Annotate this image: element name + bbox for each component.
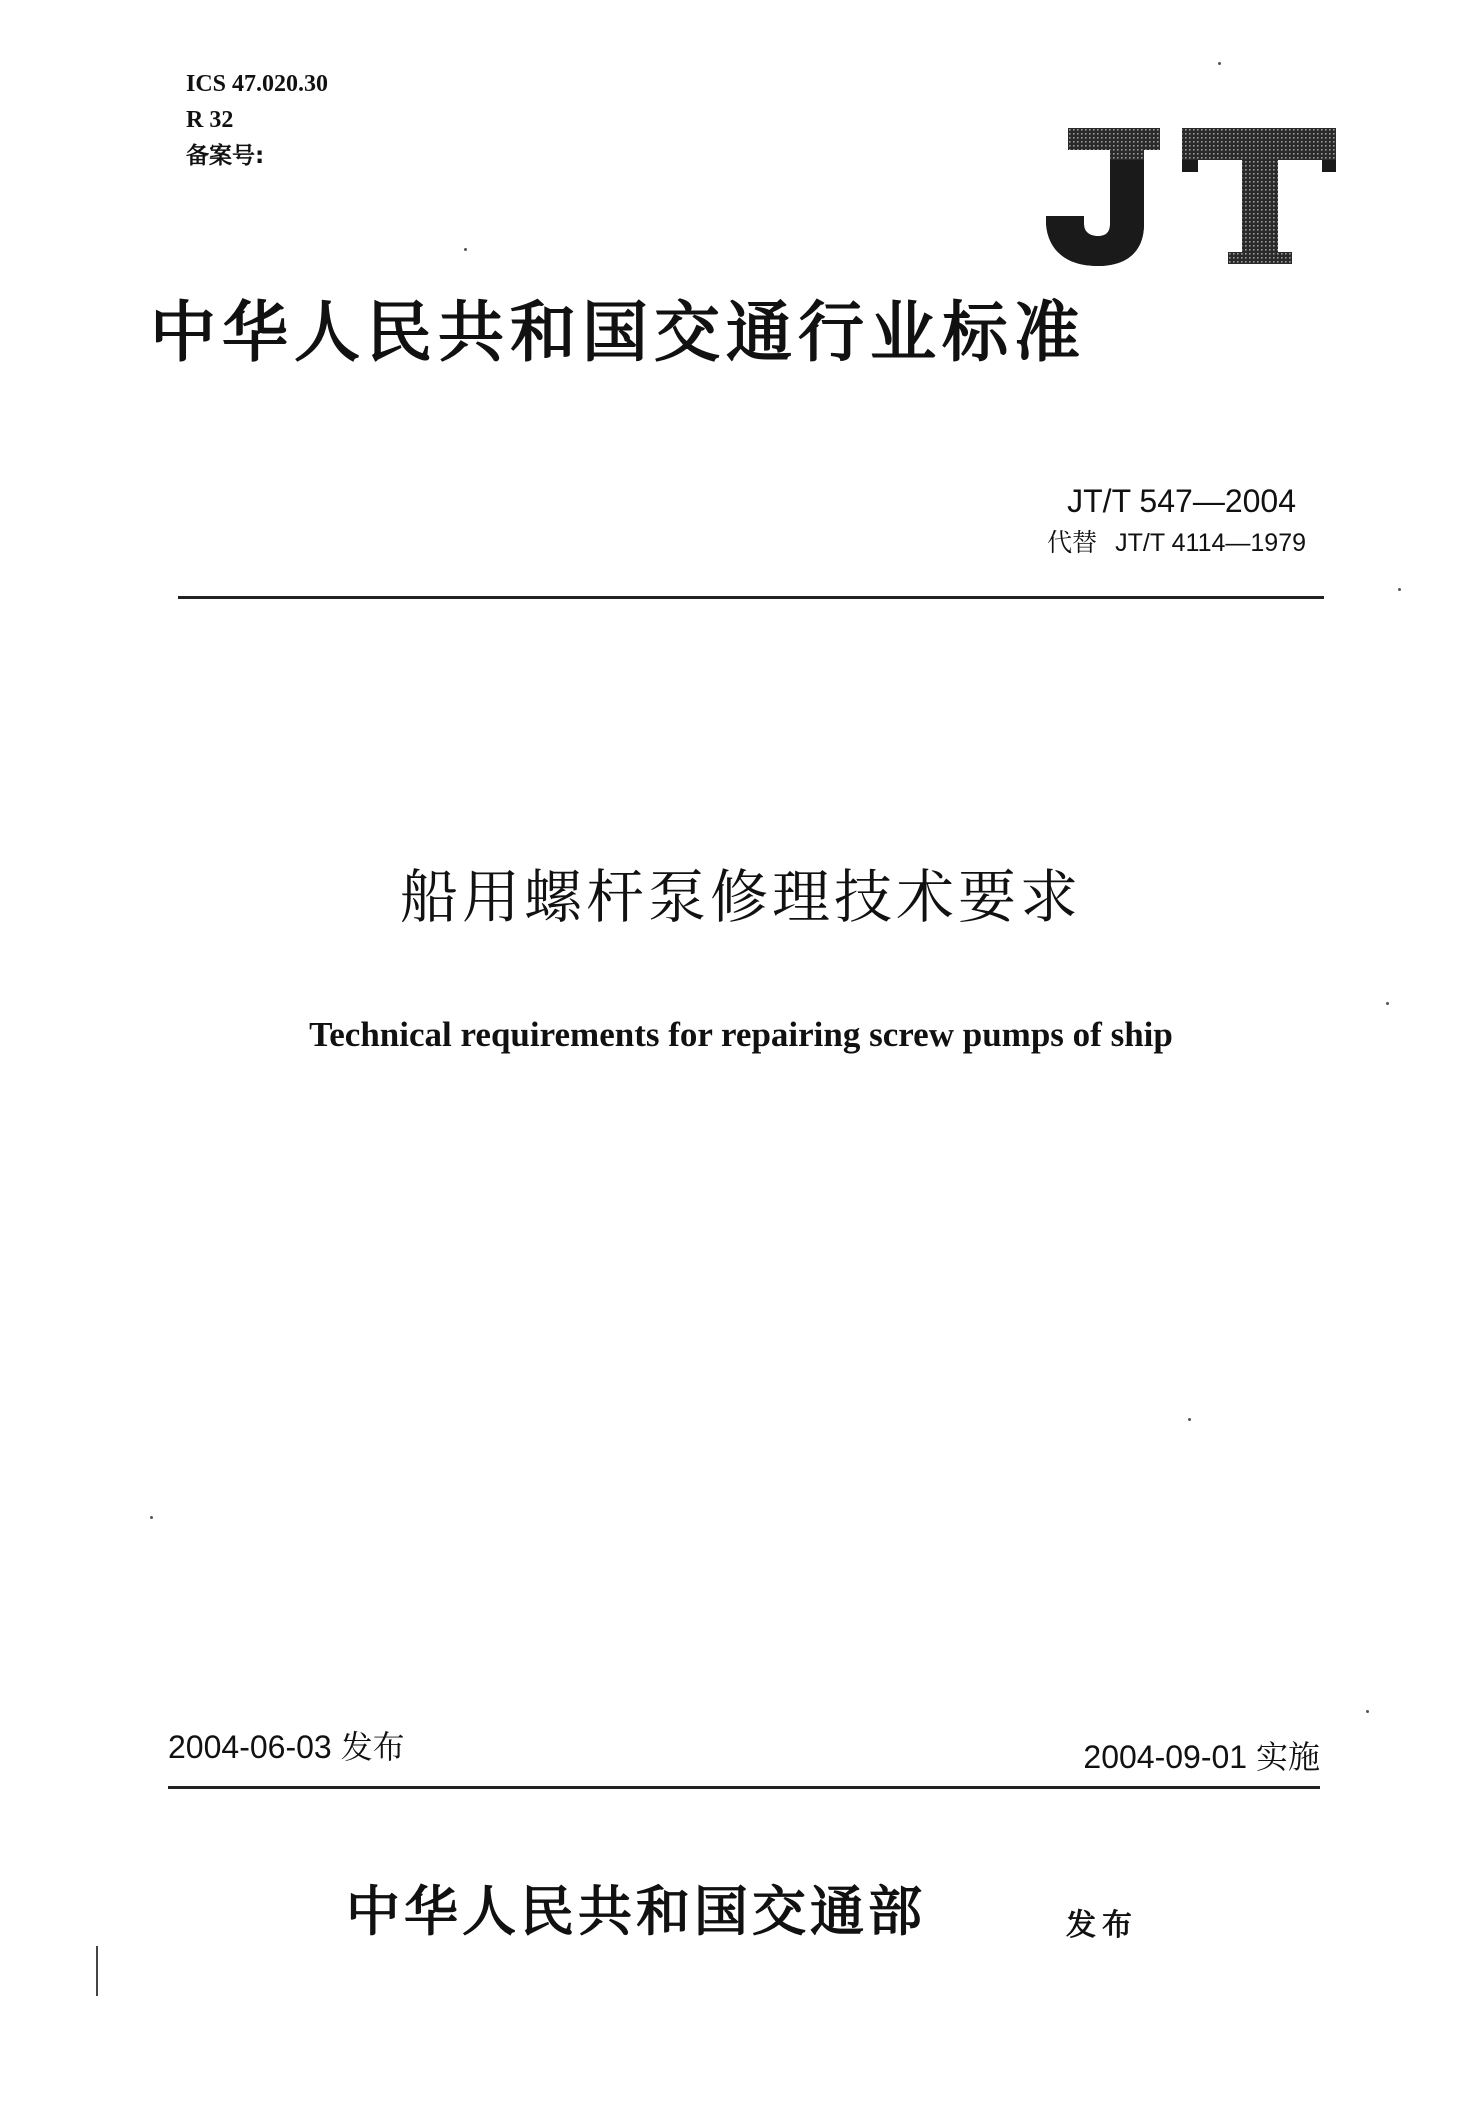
scan-speck [1188, 1418, 1191, 1421]
footer-divider [168, 1786, 1320, 1789]
effective-date: 2004-09-01 实施 [1083, 1739, 1320, 1775]
scan-speck [150, 1516, 153, 1519]
scan-speck [1366, 1710, 1369, 1713]
organization-title: 中华人民共和国交通行业标准 [150, 293, 1086, 371]
document-title-chinese: 船用螺杆泵修理技术要求 [399, 863, 1082, 931]
jt-logo [1040, 120, 1340, 270]
scan-speck [1218, 62, 1221, 65]
replaces-line [1047, 528, 1306, 558]
replaces-number: JT/T 4114—1979 [1115, 529, 1306, 557]
header-divider [178, 596, 1324, 599]
scan-speck [1398, 588, 1401, 591]
classification-code: R 32 [186, 107, 234, 133]
publisher-suffix: 发布 [1066, 1908, 1138, 1943]
publisher-name: 中华人民共和国交通部 [346, 1879, 926, 1943]
scan-speck [464, 248, 467, 251]
ics-code: ICS 47.020.30 [186, 71, 329, 97]
scan-edge-mark [96, 1946, 98, 1996]
replaces-label: 代替 [1047, 528, 1098, 557]
record-number-label: 备案号: [186, 143, 265, 169]
standard-number: JT/T 547—2004 [1067, 483, 1296, 519]
document-title-english: Technical requirements for repairing screw pumps of ship [309, 1015, 1173, 1054]
issue-date: 2004-06-03 发布 [168, 1729, 405, 1765]
scan-speck [1386, 1002, 1389, 1005]
